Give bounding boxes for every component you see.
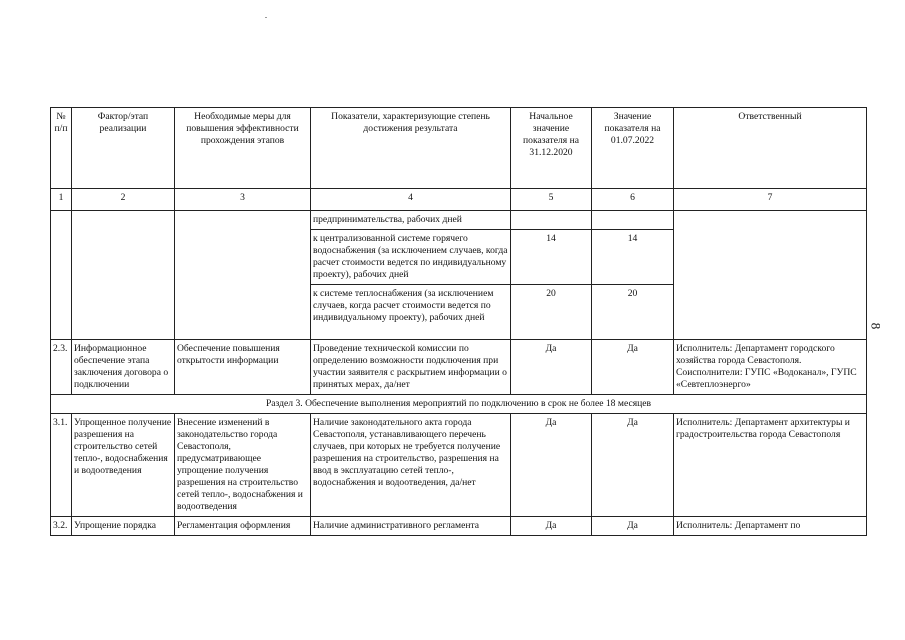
indicator-cell: предпринимательства, рабочих дней <box>311 211 511 230</box>
indicator-cell: Наличие административного регламента <box>311 517 511 536</box>
header-num: № п/п <box>51 108 72 189</box>
col-number: 5 <box>511 189 592 211</box>
row-number: 2.3. <box>51 340 72 395</box>
table-row-3-1 <box>51 414 867 517</box>
initial-value-cell: 14 <box>511 230 592 285</box>
scan-speck <box>265 17 267 18</box>
empty-cell <box>674 211 867 340</box>
header-measures: Необходимые меры для повышения эффективности прохождения этапов <box>175 108 311 189</box>
empty-cell <box>175 211 311 340</box>
current-value-cell: Да <box>592 517 674 536</box>
measures-cell: Регламентация оформления <box>175 517 311 536</box>
section-3-row <box>51 395 867 414</box>
table-row-2-3 <box>51 340 867 395</box>
header-indicators: Показатели, характеризующие степень достижения результата <box>311 108 511 189</box>
header-factor: Фактор/этап реализации <box>72 108 175 189</box>
header-current-value: Значение показателя на 01.07.2022 <box>592 108 674 189</box>
table-row-3-2 <box>51 517 867 536</box>
measures-cell: Внесение изменений в законодательство города Севастополя, предусматривающее упрощение получения разрешения на строительство сетей тепло-, водоснабжения и водоотведения <box>175 414 311 517</box>
row-number: 3.2. <box>51 517 72 536</box>
col-number: 7 <box>674 189 867 211</box>
responsible-cell: Исполнитель: Департамент городского хозяйства города Севастополя. Соисполнители: ГУПС «Водоканал», ГУПС «Севтеплоэнерго» <box>674 340 867 395</box>
initial-value-cell: Да <box>511 340 592 395</box>
initial-value-cell: Да <box>511 517 592 536</box>
empty-cell <box>72 211 175 340</box>
responsible-cell: Исполнитель: Департамент архитектуры и градостроительства города Севастополя <box>674 414 867 517</box>
current-value-cell: Да <box>592 340 674 395</box>
initial-value-cell: Да <box>511 414 592 517</box>
indicator-cell: к централизованной системе горячего водоснабжения (за исключением случаев, когда расчет стоимости ведется по индивидуальному проекту), рабочих дней <box>311 230 511 285</box>
header-responsible: Ответственный <box>674 108 867 189</box>
col-number: 4 <box>311 189 511 211</box>
indicator-cell: к системе теплоснабжения (за исключением случаев, когда расчет стоимости ведется по индивидуальному проекту), рабочих дней <box>311 285 511 340</box>
measures-cell: Обеспечение повышения открытости информации <box>175 340 311 395</box>
current-value-cell: Да <box>592 414 674 517</box>
factor-cell: Информационное обеспечение этапа заключения договора о подключении <box>72 340 175 395</box>
header-row <box>51 108 867 189</box>
initial-value-cell: 20 <box>511 285 592 340</box>
row-number: 3.1. <box>51 414 72 517</box>
factor-cell: Упрощенное получение разрешения на строительство сетей тепло-, водоснабжения и водоотведения <box>72 414 175 517</box>
indicator-cell: Наличие законодательного акта города Севастополя, устанавливающего перечень случаев, при которых не требуется получение разрешения на строительство, разрешения на ввод в эксплуатацию сетей тепло-, водоснабжения и водоотведения, да/нет <box>311 414 511 517</box>
section-title: Раздел 3. Обеспечение выполнения мероприятий по подключению в срок не более 18 месяцев <box>51 395 867 414</box>
col-number: 2 <box>72 189 175 211</box>
factor-cell: Упрощение порядка <box>72 517 175 536</box>
responsible-cell: Исполнитель: Департамент по <box>674 517 867 536</box>
empty-cell <box>511 211 592 230</box>
col-number: 6 <box>592 189 674 211</box>
column-number-row <box>51 189 867 211</box>
continuation-row-1 <box>51 211 867 230</box>
page-number: 8 <box>868 322 884 330</box>
current-value-cell: 20 <box>592 285 674 340</box>
col-number: 1 <box>51 189 72 211</box>
current-value-cell: 14 <box>592 230 674 285</box>
empty-cell <box>592 211 674 230</box>
indicator-cell: Проведение технической комиссии по определению возможности подключения при участии заявителя с раскрытием информации о принятых мерах, да/нет <box>311 340 511 395</box>
empty-cell <box>51 211 72 340</box>
header-initial-value: Начальное значение показателя на 31.12.2020 <box>511 108 592 189</box>
col-number: 3 <box>175 189 311 211</box>
measures-table <box>50 107 867 536</box>
